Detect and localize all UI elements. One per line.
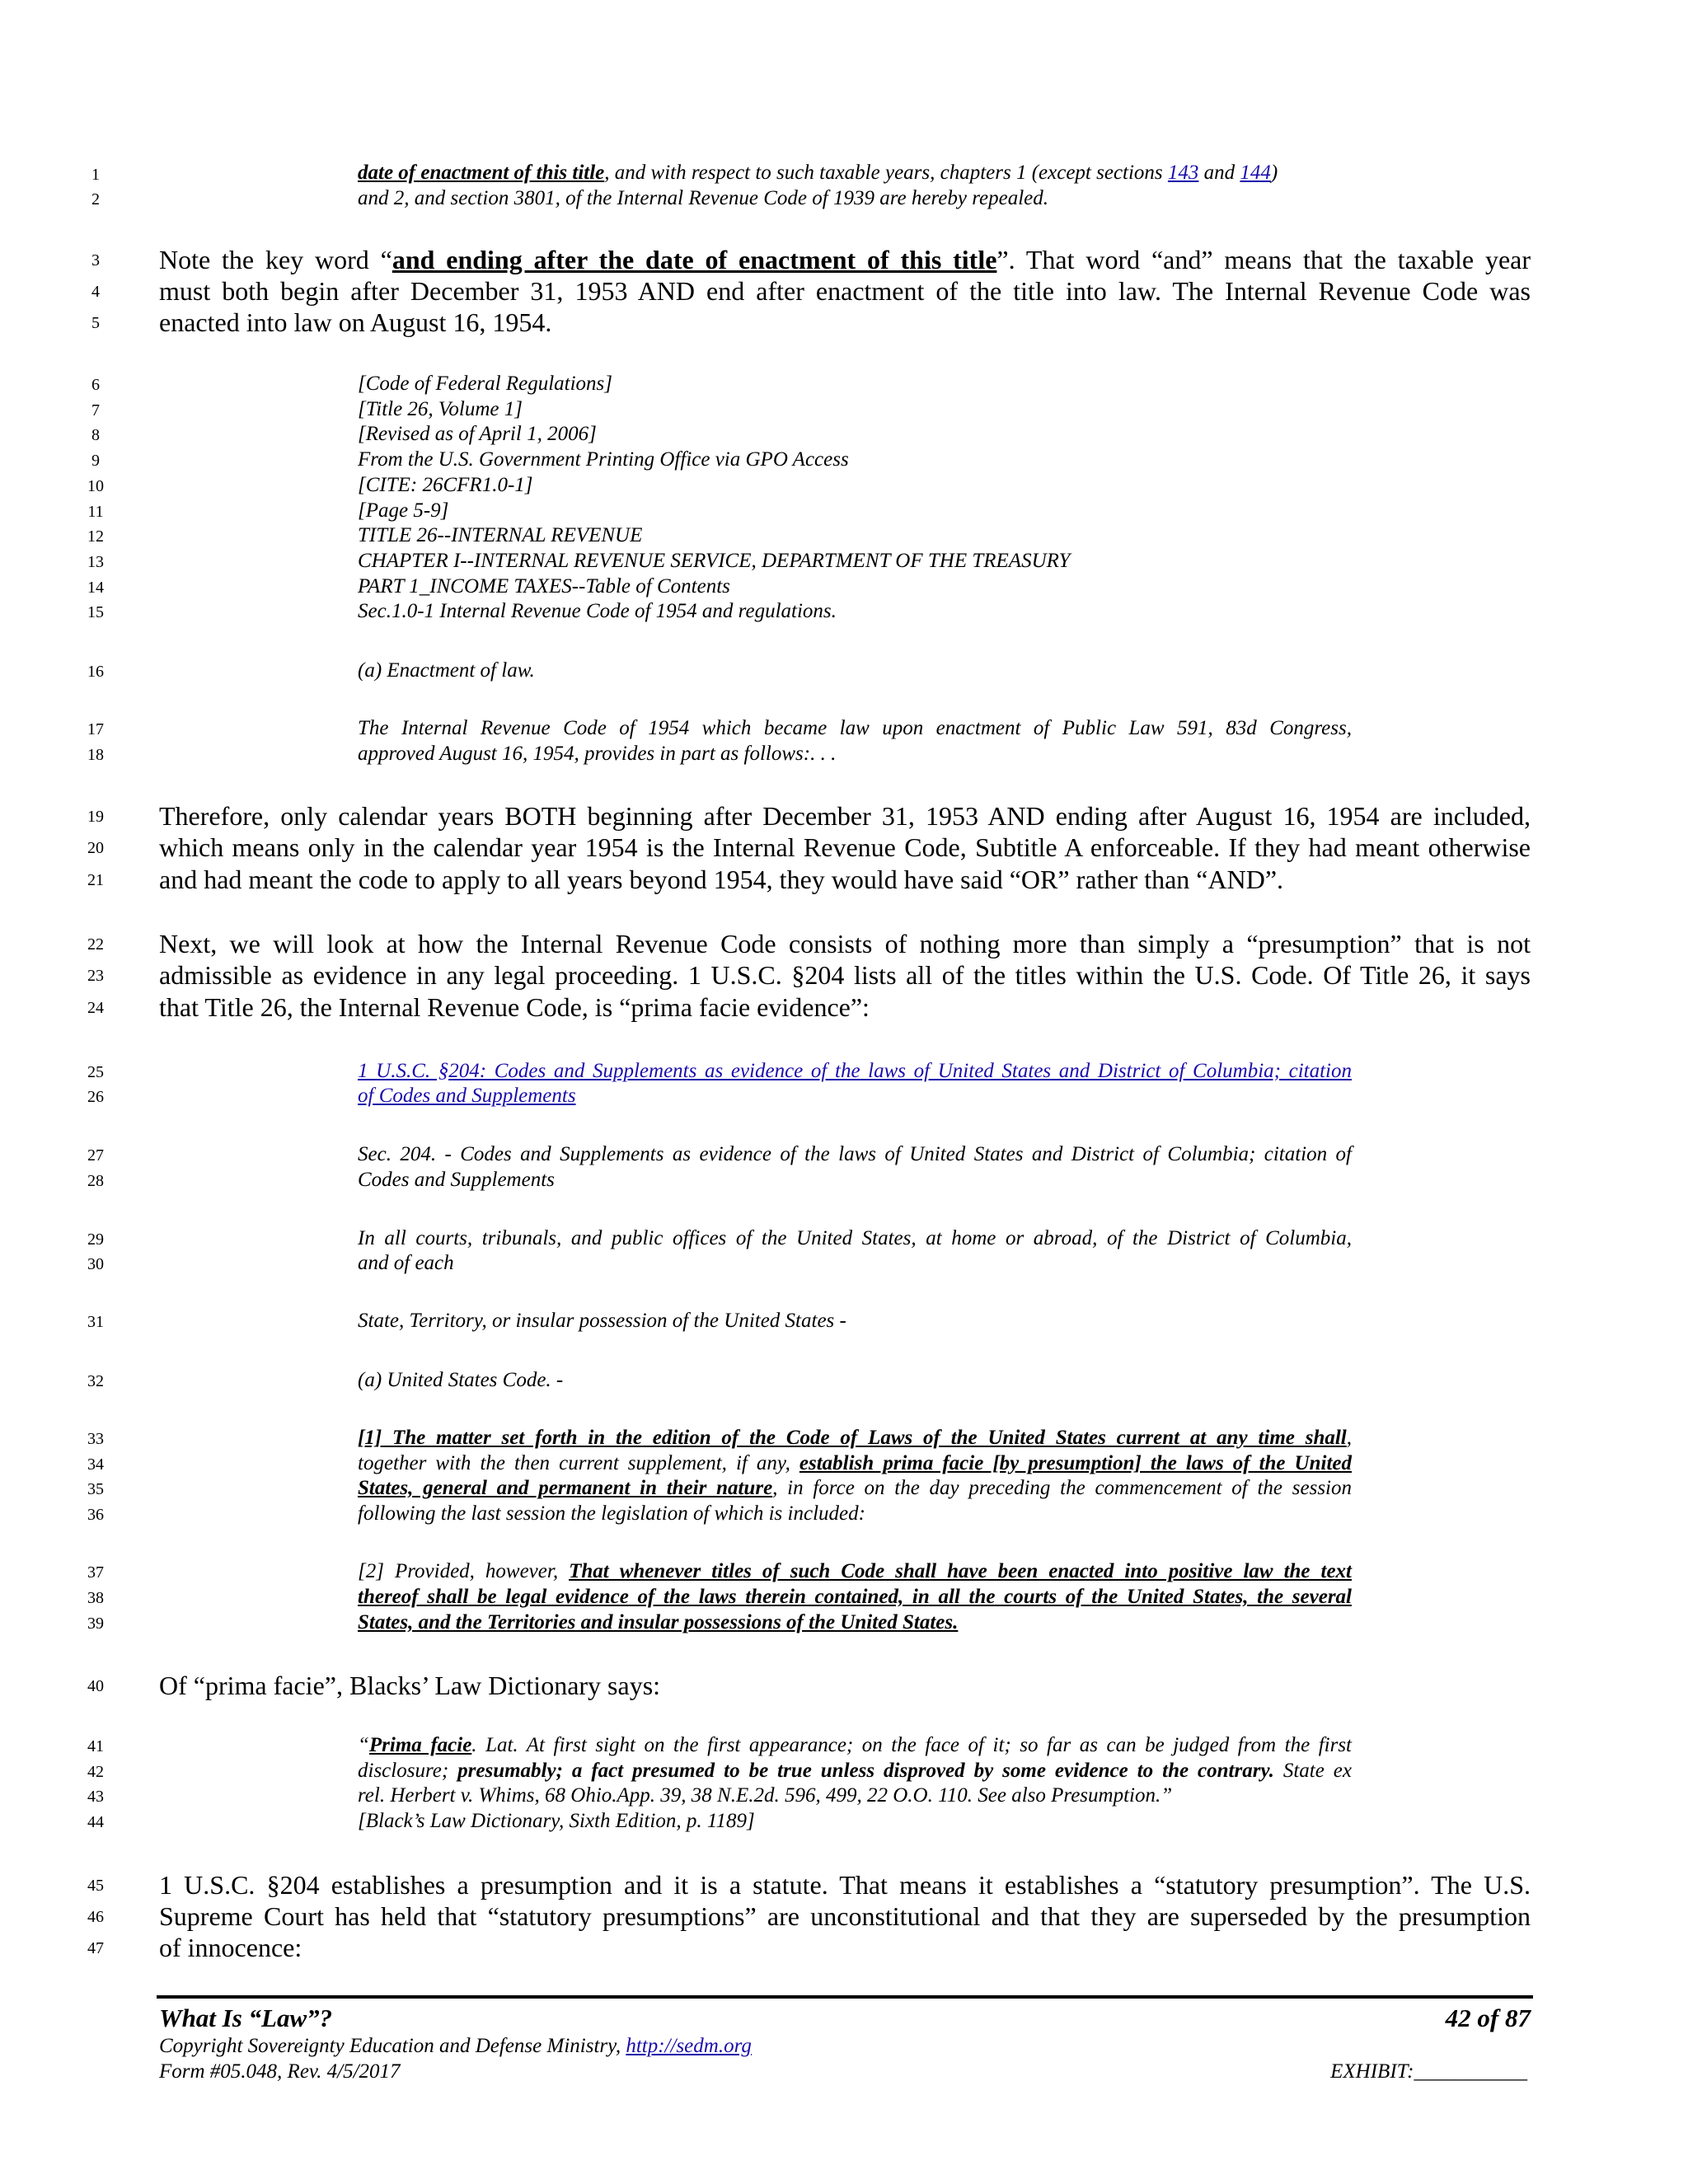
body-line: Next, we will look at how the Internal Revenue Code consists of nothing more than simply a “presumption” that is not [159, 929, 1531, 958]
line-number: 2 [91, 190, 100, 209]
line-number: 1 [91, 166, 100, 184]
body-line: must both begin after December 31, 1953 AND end after enactment of the title into law. The Internal Revenue Code was [159, 276, 1531, 306]
line-number: 32 [87, 1372, 104, 1390]
quote-text: State ex [1273, 1760, 1352, 1782]
line-number: 38 [87, 1589, 104, 1607]
quote-line: [Black’s Law Dictionary, Sixth Edition, p. 1189] [358, 1810, 755, 1832]
quote-line: and 2, and section 3801, of the Internal Revenue Code of 1939 are hereby repealed. [358, 187, 1048, 209]
section-143-link[interactable]: 143 [1167, 162, 1199, 184]
quote-text: ) [1270, 162, 1278, 184]
quote-text: disclosure; [358, 1760, 458, 1782]
quote-text: [2] Provided, however, [358, 1560, 570, 1582]
usc-204-link[interactable] [358, 1058, 1352, 1084]
line-number: 34 [87, 1455, 104, 1474]
line-number: 28 [87, 1172, 104, 1190]
quote-line [358, 1758, 1352, 1783]
quote-line: [Page 5-9] [358, 499, 449, 522]
quote-line: Sec.1.0-1 Internal Revenue Code of 1954 and regulations. [358, 600, 837, 622]
usc-204-link-text[interactable]: of Codes and Supplements [358, 1085, 576, 1107]
line-number: 26 [87, 1088, 104, 1106]
line-number: 29 [87, 1230, 104, 1249]
line-number: 13 [87, 553, 104, 571]
line-number: 7 [91, 401, 100, 419]
line-number: 35 [87, 1480, 104, 1498]
line-number: 3 [91, 251, 100, 269]
line-number: 18 [87, 746, 104, 764]
line-number: 9 [91, 452, 100, 470]
line-number: 47 [87, 1939, 104, 1957]
body-line: Therefore, only calendar years BOTH beginning after December 31, 1953 AND ending after August 16, 1954 are included, [159, 801, 1531, 831]
quote-line [358, 1425, 1352, 1451]
body-line: Of “prima facie”, Blacks’ Law Dictionary says: [159, 1671, 661, 1700]
quote-line [358, 1732, 1352, 1758]
line-number: 24 [87, 999, 104, 1017]
line-number: 36 [87, 1506, 104, 1524]
line-number: 25 [87, 1063, 104, 1081]
quote-line: Codes and Supplements [358, 1169, 555, 1191]
quote-line: In all courts, tribunals, and public offices of the United States, at home or abroad, of the District of Columbia, [358, 1227, 1352, 1249]
sedm-link[interactable]: http://sedm.org [626, 2035, 752, 2057]
body-text: Note the key word “ [159, 245, 392, 274]
line-number: 12 [87, 527, 104, 546]
footer-page-number: 42 of 87 [1445, 2004, 1531, 2032]
quote-line: [CITE: 26CFR1.0-1] [358, 474, 533, 496]
body-line: and had meant the code to apply to all years beyond 1954, they would have said “OR” rather than “AND”. [159, 865, 1284, 894]
line-number: 27 [87, 1146, 104, 1165]
body-line: admissible as evidence in any legal proceeding. 1 U.S.C. §204 lists all of the titles within the U.S. Code. Of Title 26, it says [159, 960, 1531, 990]
line-number: 33 [87, 1430, 104, 1448]
line-number: 14 [87, 579, 104, 597]
body-line: of innocence: [159, 1933, 302, 1962]
line-number: 31 [87, 1313, 104, 1331]
quote-line: rel. Herbert v. Whims, 68 Ohio.App. 39, 38 N.E.2d. 596, 499, 22 O.O. 110. See also Presumption.” [358, 1784, 1173, 1807]
line-number: 20 [87, 839, 104, 857]
line-number: 19 [87, 808, 104, 826]
footer-document-title: What Is “Law”? [159, 2004, 333, 2032]
quote-line: (a) Enactment of law. [358, 659, 535, 682]
quote-text: together with the then current supplement, if any, [358, 1452, 799, 1474]
line-number: 44 [87, 1813, 104, 1831]
line-number: 11 [87, 503, 104, 521]
quote-line: [Code of Federal Regulations] [358, 373, 612, 395]
emphasis-line: thereof shall be legal evidence of the laws therein contained, in all the courts of the United States, the several [358, 1586, 1352, 1608]
line-number: 37 [87, 1563, 104, 1582]
line-number: 16 [87, 663, 104, 681]
line-number: 6 [91, 376, 100, 394]
body-text: ”. That word “and” means that the taxable year [996, 245, 1531, 274]
quote-text: , [1346, 1427, 1352, 1449]
body-line: that Title 26, the Internal Revenue Code, is “prima facie evidence”: [159, 992, 870, 1022]
body-line [159, 244, 1531, 275]
quote-line: (a) United States Code. - [358, 1369, 564, 1391]
footer-copyright [159, 2035, 752, 2058]
quote-text: and [1198, 162, 1240, 184]
line-number: 15 [87, 603, 104, 621]
line-number: 8 [91, 426, 100, 444]
body-line: enacted into law on August 16, 1954. [159, 307, 552, 337]
quote-text: , and with respect to such taxable years, chapters 1 (except sections [604, 162, 1168, 184]
body-line: Supreme Court has held that “statutory presumptions” are unconstitutional and that they are superseded by the presumption [159, 1901, 1531, 1931]
emphasis-text: States, general and permanent in their nature [358, 1477, 773, 1499]
emphasis-text: date of enactment of this title [358, 162, 605, 184]
footer-exhibit: EXHIBIT:___________ [1330, 2060, 1527, 2083]
quote-text: . Lat. At first sight on the first appearance; on the face of it; so far as can be judged from the first [471, 1734, 1352, 1756]
line-number: 23 [87, 967, 104, 985]
quote-line: State, Territory, or insular possession of the United States - [358, 1310, 846, 1332]
quote-line: PART 1_INCOME TAXES--Table of Contents [358, 575, 730, 598]
line-number: 42 [87, 1763, 104, 1781]
footer-copyright-text: Copyright Sovereignty Education and Defense Ministry, [159, 2035, 626, 2057]
line-number: 43 [87, 1788, 104, 1806]
line-number: 30 [87, 1255, 104, 1273]
quote-line: [Title 26, Volume 1] [358, 398, 523, 420]
emphasis-text: establish prima facie [by presumption] the laws of the United [799, 1452, 1353, 1474]
quote-line [358, 1558, 1352, 1584]
quote-line [358, 1475, 1352, 1501]
line-number: 17 [87, 720, 104, 738]
line-number: 40 [87, 1677, 104, 1695]
line-number: 39 [87, 1615, 104, 1633]
quote-line: and of each [358, 1252, 454, 1274]
emphasis-text: [1] The matter set forth in the edition of the Code of Laws of the United States current at any time shall [358, 1427, 1347, 1449]
line-number: 46 [87, 1908, 104, 1926]
quote-text: , in force on the day preceding the commencement of the session [772, 1477, 1352, 1499]
line-number: 10 [87, 477, 104, 495]
footer-form-number: Form #05.048, Rev. 4/5/2017 [159, 2060, 401, 2083]
quote-line: following the last session the legislation of which is included: [358, 1502, 865, 1525]
emphasis-text: presumably; a fact presumed to be true unless disproved by some evidence to the contrary. [457, 1760, 1274, 1782]
quote-line [358, 160, 1352, 185]
section-144-link[interactable]: 144 [1240, 162, 1271, 184]
line-number: 22 [87, 935, 104, 954]
body-line: which means only in the calendar year 1954 is the Internal Revenue Code, Subtitle A enforceable. If they had meant otherwise [159, 832, 1531, 862]
quote-line: Sec. 204. - Codes and Supplements as evidence of the laws of United States and District of Columbia; citation of [358, 1143, 1352, 1165]
quote-line: [Revised as of April 1, 2006] [358, 423, 597, 445]
body-line: 1 U.S.C. §204 establishes a presumption and it is a statute. That means it establishes a “statutory presumption”. The U.S. [159, 1870, 1531, 1900]
usc-204-link[interactable] [358, 1083, 1352, 1108]
emphasis-text: That whenever titles of such Code shall have been enacted into positive law the text [569, 1560, 1352, 1582]
emphasis-text: and ending after the date of enactment of this title [392, 245, 997, 274]
line-number: 41 [87, 1737, 104, 1755]
quote-line [358, 1451, 1352, 1476]
emphasis-line: States, and the Territories and insular possessions of the United States. [358, 1611, 959, 1633]
quote-line: approved August 16, 1954, provides in part as follows:. . . [358, 743, 837, 765]
quote-line: From the U.S. Government Printing Office via GPO Access [358, 448, 849, 471]
line-number: 5 [91, 314, 100, 332]
line-number: 45 [87, 1877, 104, 1895]
line-number: 21 [87, 871, 104, 889]
footer-rule [157, 1995, 1533, 1999]
quote-line: CHAPTER I--INTERNAL REVENUE SERVICE, DEPARTMENT OF THE TREASURY [358, 550, 1071, 572]
quote-line: The Internal Revenue Code of 1954 which became law upon enactment of Public Law 591, 83d Congress, [358, 717, 1352, 739]
quote-line: TITLE 26--INTERNAL REVENUE [358, 524, 643, 546]
line-number: 4 [91, 283, 100, 301]
quote-text: “ [358, 1734, 369, 1756]
usc-204-link-text[interactable]: 1 U.S.C. §204: Codes and Supplements as evidence of the laws of United States and District of Columbia; citation [358, 1060, 1352, 1082]
emphasis-text: Prima facie [368, 1734, 472, 1756]
